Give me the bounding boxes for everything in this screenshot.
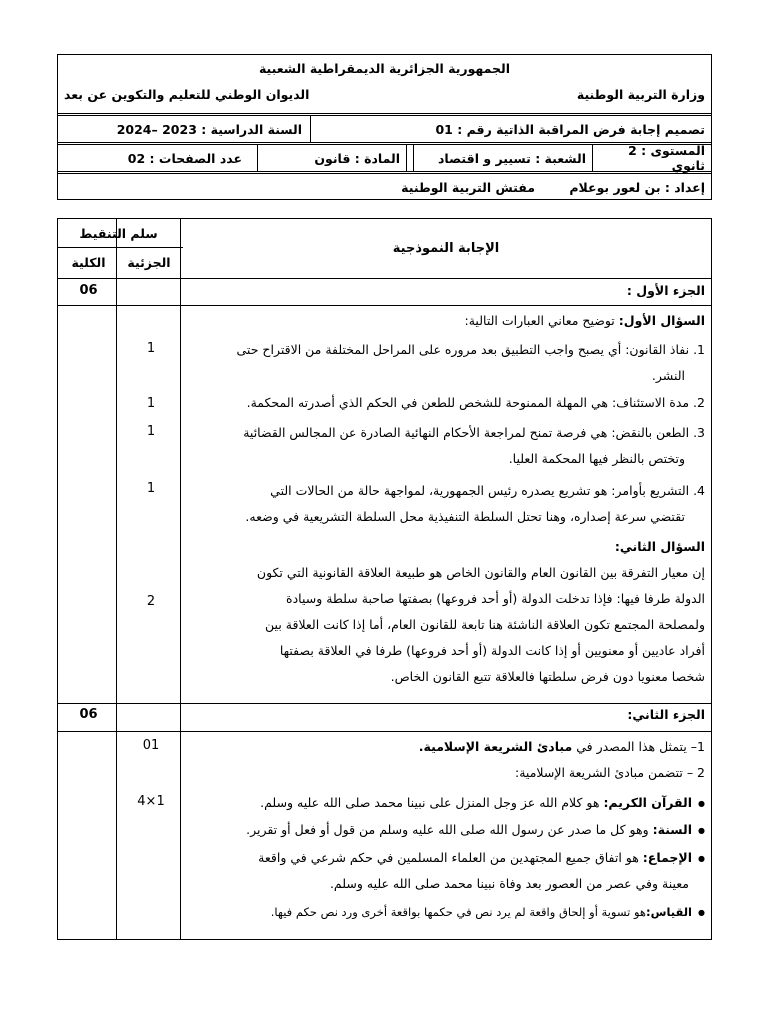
q1-label: السؤال الأول: bbox=[618, 313, 705, 328]
design-title: تصميم إجابة فرض المراقبة الذاتية رقم : 01 bbox=[435, 121, 705, 137]
sunna-text: وهو كل ما صدر عن رسول الله صلى الله عليه وسلم من قول أو فعل أو تقرير. bbox=[246, 822, 653, 837]
republic-name: الجمهورية الجزائرية الديمقراطية الشعبية bbox=[258, 61, 511, 76]
source-qiyas bbox=[64, 901, 705, 924]
page-count: عدد الصفحات : 02 bbox=[127, 150, 242, 166]
mark-part2-1: 01 bbox=[142, 738, 160, 753]
mark-item4: 1 bbox=[146, 481, 156, 496]
school-year: السنة الدراسية : 2023 –2024 bbox=[116, 121, 302, 137]
total-header: الكلية bbox=[71, 255, 106, 270]
subject: المادة : قانون bbox=[257, 145, 407, 171]
source-ijma bbox=[64, 846, 705, 870]
quran-text: هو كلام الله عز وجل المنزل على نبينا محمد صلى الله عليه وسلم. bbox=[260, 795, 604, 810]
part1-q1-heading bbox=[64, 309, 705, 332]
mark-item2: 1 bbox=[146, 396, 156, 411]
q1-item1-cont: النشر. bbox=[651, 368, 685, 383]
quran-label: القرآن الكريم: bbox=[603, 795, 693, 810]
sunna-label: السنة: bbox=[652, 822, 693, 837]
q2-line1: إن معيار التفرقة بين القانون العام والقانون الخاص هو طبيعة العلاقة القانونية التي تكون bbox=[256, 565, 705, 580]
ijma-label: الإجماع: bbox=[642, 850, 693, 865]
part2-line1-bold: مبادئ الشريعة الإسلامية. bbox=[418, 739, 573, 754]
q1-item1: 1. نفاذ القانون: أي يصبح واجب التطبيق بعد مروره على المراحل المختلفة من الاقتراح حتى bbox=[236, 342, 705, 357]
source-ijma-cont: معينة وفي عصر من العصور بعد وفاة نبينا محمد صلى الله عليه وسلم. bbox=[329, 876, 689, 891]
part2-line2: 2 – تتضمن مبادئ الشريعة الإسلامية: bbox=[515, 765, 705, 780]
branch: الشعبة : تسيير و اقتصاد bbox=[413, 145, 593, 171]
qiyas-label: القياس: bbox=[645, 905, 693, 919]
header-row-title bbox=[58, 116, 711, 142]
q1-item2: 2. مدة الاستئناف: هي المهلة الممنوحة للشخص للطعن في الحكم الذي أصدرته المحكمة. bbox=[246, 395, 705, 410]
model-answer-header: الإجابة النموذجية bbox=[392, 241, 500, 256]
prepared-by: إعداد : بن لعور بوعلام bbox=[569, 179, 705, 195]
q2-line2: الدولة طرفا فيها: فإذا تدخلت الدولة (أو أحد فروعها) بصفتها صاحبة سلطة وسيادة bbox=[286, 591, 705, 606]
header-row-institutions bbox=[58, 55, 711, 110]
ministry-name: وزارة التربية الوطنية bbox=[576, 87, 705, 102]
level: المستوى : 2 ثانوي bbox=[628, 143, 705, 173]
part2-line1-text: 1– يتمثل هذا المصدر في bbox=[572, 739, 705, 754]
document-header bbox=[57, 54, 712, 200]
q2-line4: أفراد عاديين أو معنويين أو إذا كانت الدولة (أو أحد فروعها) طرفا في العلاقة بصفتها bbox=[279, 643, 705, 658]
q1-item3: 3. الطعن بالنقض: هي فرصة تمنح لمراجعة الأحكام النهائية الصادرة عن المجالس القضائية bbox=[243, 425, 705, 440]
q2-line3: ولمصلحة المجتمع تكون العلاقة الناشئة هنا تابعة للقانون العام، أما إذا كانت العلاقة بين bbox=[265, 617, 705, 632]
q2-label: السؤال الثاني: bbox=[614, 539, 705, 554]
partial-header: الجزئية bbox=[127, 255, 171, 270]
header-row-level bbox=[58, 145, 711, 171]
inspector-title: مفتش التربية الوطنية bbox=[401, 179, 535, 195]
mark-q2: 2 bbox=[146, 594, 156, 609]
part2-total: 06 bbox=[79, 707, 98, 722]
answer-table bbox=[57, 218, 712, 940]
office-name: الديوان الوطني للتعليم والتكوين عن بعد bbox=[64, 87, 310, 102]
part1-title: الجزء الأول : bbox=[626, 283, 705, 298]
mark-item3: 1 bbox=[146, 424, 156, 439]
part2-title: الجزء الثاني: bbox=[627, 707, 705, 722]
q1-intro: توضيح معاني العبارات التالية: bbox=[464, 313, 619, 328]
ijma-text: هو اتفاق جميع المجتهدين من العلماء المسلمين في حكم شرعي في واقعة bbox=[258, 850, 643, 865]
part1-total: 06 bbox=[79, 283, 98, 298]
mark-part2-2: 4×1 bbox=[137, 794, 165, 809]
header-row-author bbox=[58, 174, 711, 200]
mark-item1: 1 bbox=[146, 341, 156, 356]
q1-item4-cont: تقتضي سرعة إصداره، وهنا تحتل السلطة التنفيذية محل السلطة التشريعية في وضعه. bbox=[245, 509, 685, 524]
source-sunna bbox=[64, 818, 705, 842]
qiyas-text: هو تسوية أو إلحاق واقعة لم يرد نص في حكمها بواقعة أخرى ورد نص حكم فيها. bbox=[270, 905, 646, 919]
q2-line5: شخصا معنويا دون فرض سلطتها فالعلاقة تتبع القانون الخاص. bbox=[390, 669, 705, 684]
grading-scale-header: سلم التنقيط bbox=[79, 226, 158, 241]
q1-item3-cont: وتختص بالنظر فيها المحكمة العليا. bbox=[508, 451, 685, 466]
q1-item4: 4. التشريع بأوامر: هو تشريع يصدره رئيس الجمهورية، لمواجهة حالة من الحالات التي bbox=[270, 483, 705, 498]
